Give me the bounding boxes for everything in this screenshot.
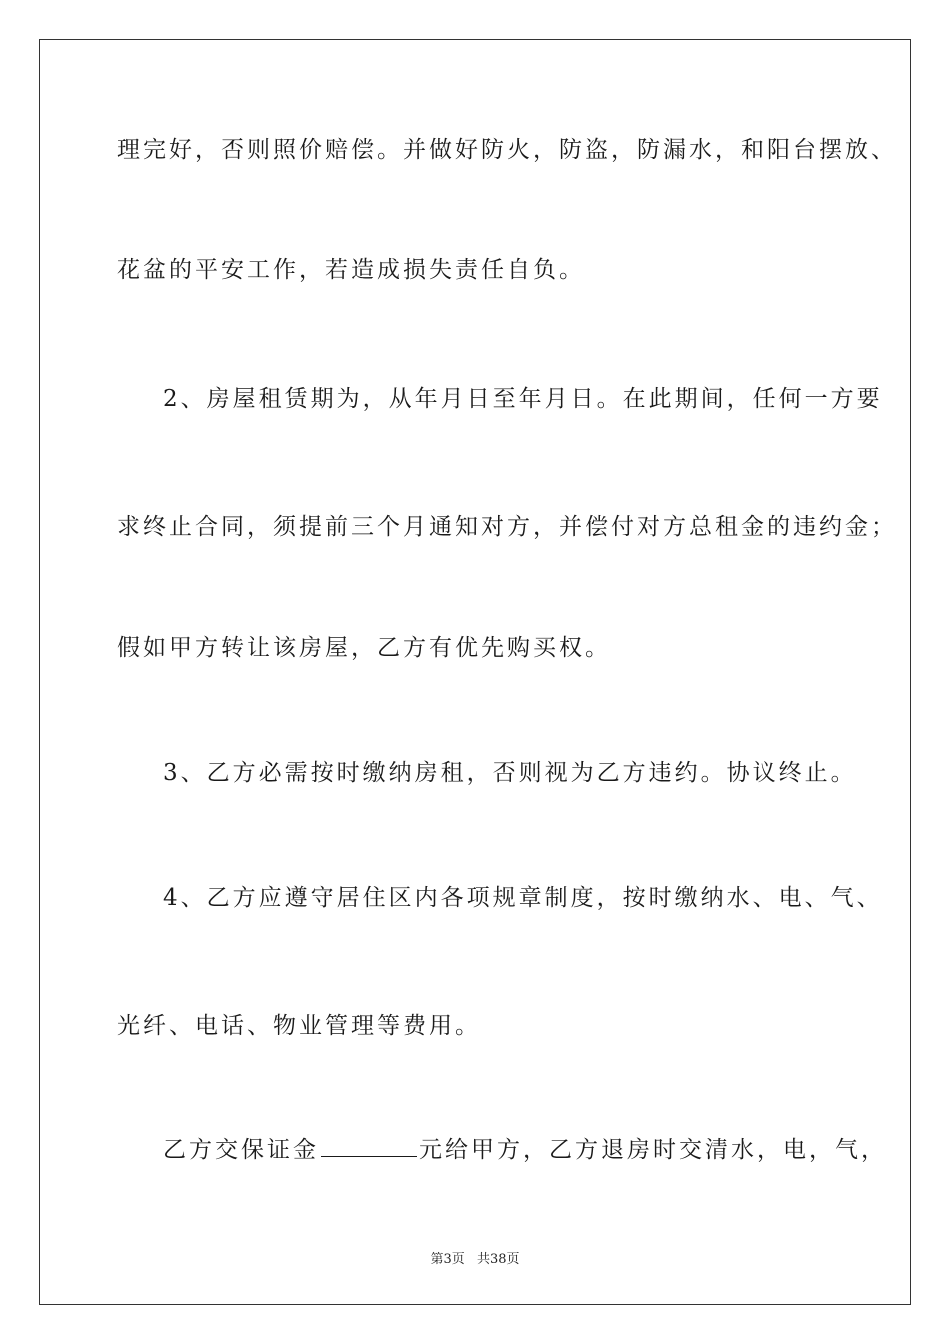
paragraph-line: 花盆的平安工作，若造成损失责任自负。: [117, 257, 585, 283]
paragraph-line: 求终止合同，须提前三个月通知对方，并偿付对方总租金的违约金；: [117, 514, 897, 540]
total-pages: 共38页: [476, 1252, 520, 1267]
deposit-amount-blank: [321, 1134, 417, 1157]
paragraph-line: 光纤、电话、物业管理等费用。: [117, 1013, 481, 1039]
clause-3-line: 3、乙方必需按时缴纳房租，否则视为乙方违约。协议终止。: [163, 760, 857, 786]
paragraph-line: 假如甲方转让该房屋，乙方有优先购买权。: [117, 635, 611, 661]
page-footer: [0, 1248, 950, 1267]
deposit-line: [163, 1134, 887, 1165]
page-frame: [39, 39, 911, 1305]
deposit-text-before: 乙方交保证金: [163, 1137, 319, 1163]
current-page-number: 第3页: [430, 1252, 465, 1267]
deposit-text-after: 元给甲方，乙方退房时交清水，电，气，: [419, 1137, 887, 1163]
paragraph-line: 理完好，否则照价赔偿。并做好防火，防盗，防漏水，和阳台摆放、: [117, 137, 897, 163]
clause-4-line: 4、乙方应遵守居住区内各项规章制度，按时缴纳水、电、气、: [163, 885, 883, 911]
clause-2-line: 2、房屋租赁期为，从年月日至年月日。在此期间，任何一方要: [163, 386, 883, 412]
